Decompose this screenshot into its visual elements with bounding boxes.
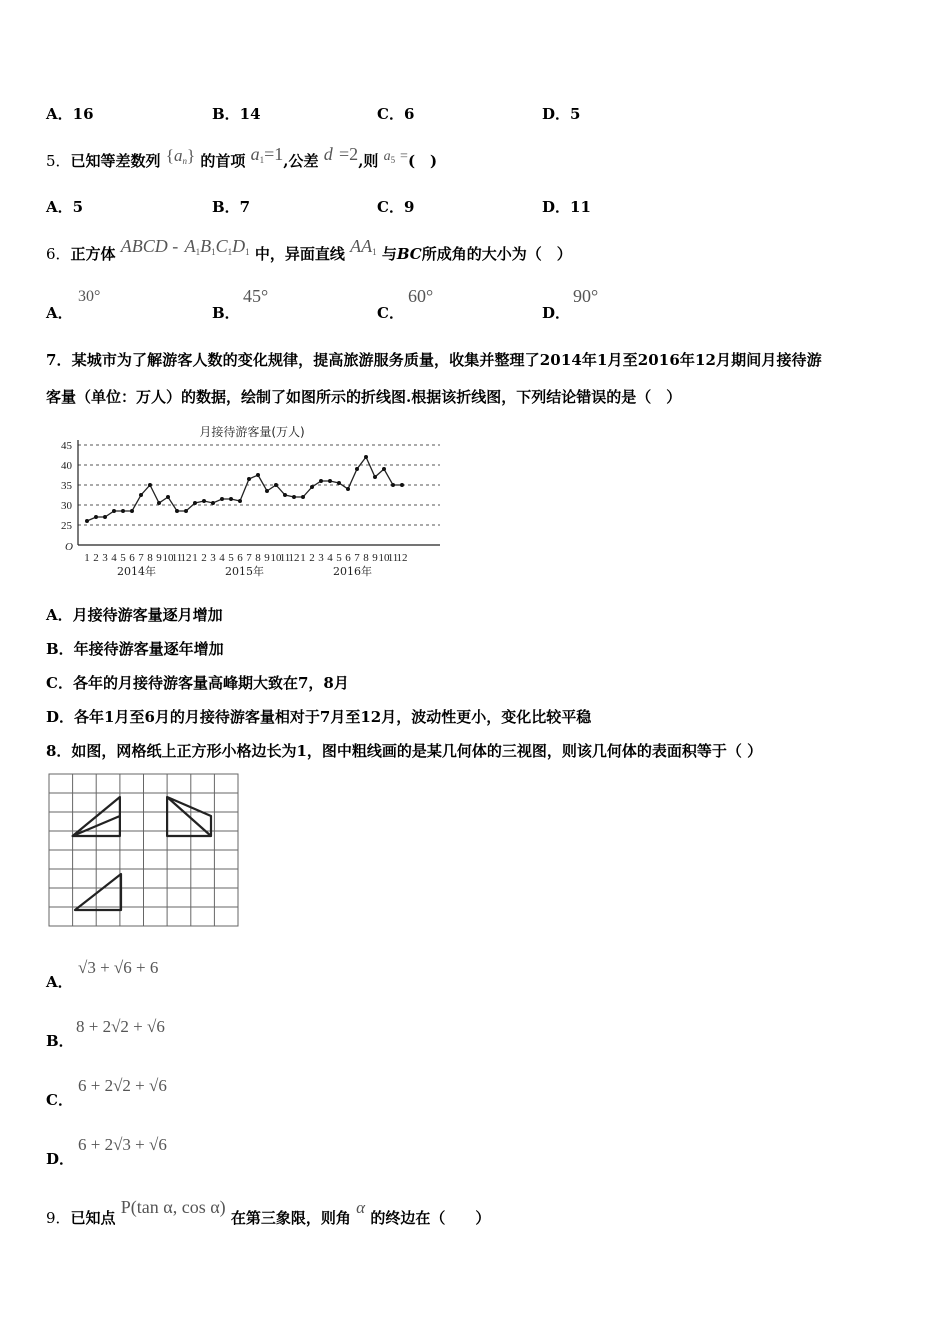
series-line xyxy=(87,457,402,521)
q5-seq-braces: $\{a_n\}$ xyxy=(165,146,196,166)
y-tick-label: 30 xyxy=(61,500,72,512)
q6-text-3: 与 xyxy=(381,245,397,263)
x-tick-label: 10 xyxy=(270,552,282,564)
data-point xyxy=(121,509,125,513)
q9-text-3: 的终边在（ ） xyxy=(370,1209,491,1227)
q5-text-2: 的首项 xyxy=(200,152,246,170)
data-point xyxy=(166,495,170,499)
q6-cube-d: D xyxy=(232,236,246,256)
q8-answer-b: 8 + 2√2 + √6 xyxy=(76,1017,165,1036)
q5-text-4: ,则 xyxy=(358,152,379,170)
q8-answer-d: 6 + 2√3 + √6 xyxy=(78,1135,167,1154)
x-tick-label: 3 xyxy=(210,552,216,564)
q8-label-c: C． xyxy=(46,1091,73,1109)
data-point xyxy=(175,509,179,513)
x-tick-label: 8 xyxy=(363,552,369,564)
x-tick-label: 7 xyxy=(354,552,360,564)
q6-line-expr xyxy=(350,236,377,257)
data-point xyxy=(247,477,251,481)
q5-a1-eq: =1 xyxy=(264,144,284,164)
data-point xyxy=(310,485,314,489)
year-label: 2014年 xyxy=(117,565,156,578)
data-point xyxy=(283,493,287,497)
x-tick-label: 7 xyxy=(138,552,144,564)
q5-a5-eq: = xyxy=(400,149,408,164)
q5-a1-sub: 1 xyxy=(259,155,265,165)
data-point xyxy=(94,515,98,519)
q4-option-a: A．16 xyxy=(46,105,94,123)
x-tick-label: 8 xyxy=(255,552,261,564)
q5-text-5: ( ) xyxy=(407,152,438,170)
y-tick-label: 25 xyxy=(61,520,72,532)
x-tick-label: 8 xyxy=(147,552,153,564)
q7-option-c: C．各年的月接待游客量高峰期大致在7，8月 xyxy=(46,674,349,692)
q5-a5-sub: 5 xyxy=(390,155,396,165)
question-6-stem xyxy=(46,236,572,264)
y-tick-label: 45 xyxy=(61,440,72,452)
q7-option-b: B．年接待游客量逐年增加 xyxy=(46,640,224,658)
q6-line-aa: AA xyxy=(350,236,373,256)
chart-title: 月接待游客量(万人) xyxy=(199,425,305,439)
data-point xyxy=(238,499,242,503)
x-tick-label: 9 xyxy=(264,552,270,564)
q7-option-a: A．月接待游客量逐月增加 xyxy=(46,606,223,624)
data-point xyxy=(202,499,206,503)
x-tick-label: 3 xyxy=(318,552,324,564)
data-point xyxy=(148,483,152,487)
y-tick-label: 40 xyxy=(61,460,72,472)
q5-option-d: D．11 xyxy=(542,198,591,216)
x-tick-label: 1 xyxy=(192,552,198,564)
x-tick-label: 11 xyxy=(171,552,183,564)
q9-number: 9． xyxy=(46,1209,71,1227)
q5-seq-a: a xyxy=(173,146,183,165)
data-point xyxy=(184,509,188,513)
data-point xyxy=(256,473,260,477)
x-tick-label: 3 xyxy=(102,552,108,564)
x-tick-label: 6 xyxy=(345,552,351,564)
data-point xyxy=(112,509,116,513)
x-tick-label: 9 xyxy=(372,552,378,564)
q5-text-1: 已知等差数列 xyxy=(70,152,161,170)
q6-number: 6． xyxy=(46,245,71,263)
question-5-stem xyxy=(46,144,438,171)
data-point xyxy=(382,467,386,471)
x-tick-label: 6 xyxy=(129,552,135,564)
q6-cube-b: B xyxy=(200,236,212,256)
q5-a1: a xyxy=(250,144,260,164)
data-point xyxy=(265,489,269,493)
q4-option-d: D．5 xyxy=(542,105,581,123)
q5-option-b: B．7 xyxy=(212,198,251,216)
q6-label-d: D． xyxy=(542,304,571,322)
x-tick-label: 12 xyxy=(288,552,300,564)
q9-text-1: 已知点 xyxy=(70,1209,116,1227)
data-point xyxy=(400,483,404,487)
data-point xyxy=(301,495,305,499)
data-point xyxy=(103,515,107,519)
x-tick-label: 1 xyxy=(300,552,306,564)
q8-three-view-figure xyxy=(46,770,242,930)
q8-answer-c: 6 + 2√2 + √6 xyxy=(78,1076,167,1095)
data-point xyxy=(130,509,134,513)
q5-d-expr xyxy=(324,144,358,165)
q5-a1-expr xyxy=(251,144,284,165)
data-point xyxy=(355,467,359,471)
x-tick-label: 5 xyxy=(120,552,126,564)
q5-a5-expr xyxy=(384,148,408,164)
data-point xyxy=(337,481,341,485)
data-point xyxy=(292,495,296,499)
q6-cube-b-sub: 1 xyxy=(211,247,216,257)
q6-label-a: A． xyxy=(46,304,73,322)
data-point xyxy=(328,479,332,483)
data-point xyxy=(319,479,323,483)
x-tick-label: 4 xyxy=(219,552,225,564)
q5-a5: a xyxy=(383,149,391,164)
x-tick-label: 11 xyxy=(279,552,291,564)
q6-line-sub: 1 xyxy=(372,247,377,257)
x-tick-label: 2 xyxy=(201,552,207,564)
year-label: 2016年 xyxy=(333,565,372,578)
x-tick-label: 9 xyxy=(156,552,162,564)
q5-number: 5． xyxy=(46,152,71,170)
q9-alpha: α xyxy=(356,1198,366,1217)
data-point xyxy=(157,501,161,505)
q6-text-1: 正方体 xyxy=(70,245,116,263)
q9-point: P(tan α, cos α) xyxy=(120,1197,226,1217)
q6-label-c: C． xyxy=(377,304,404,322)
x-tick-label: 10 xyxy=(378,552,390,564)
question-9-stem xyxy=(46,1197,491,1228)
q7-option-d: D．各年1月至6月的月接待游客量相对于7月至12月，波动性更小，变化比较平稳 xyxy=(46,708,592,726)
data-point xyxy=(193,501,197,505)
x-tick-label: 2 xyxy=(309,552,315,564)
q9-text-2: 在第三象限，则角 xyxy=(230,1209,351,1227)
q8-label-d: D． xyxy=(46,1150,75,1168)
q6-cube-d-sub: 1 xyxy=(245,247,250,257)
q6-cube-expr xyxy=(121,236,250,257)
q7-stem-line1: 7．某城市为了解游客人数的变化规律，提高旅游服务质量，收集并整理了2014年1月至2016年12月期间月接待游 xyxy=(46,351,822,369)
q8-stem: 8．如图，网格纸上正方形小格边长为1，图中粗线画的是某几何体的三视图，则该几何体的表面积等于（ ） xyxy=(46,742,763,760)
data-point xyxy=(85,519,89,523)
data-point xyxy=(274,483,278,487)
y-tick-label: 35 xyxy=(61,480,72,492)
q5-d-eq: =2 xyxy=(339,144,359,164)
x-tick-label: 6 xyxy=(237,552,243,564)
q5-option-a: A．5 xyxy=(46,198,84,216)
q6-text-4: 所成角的大小为（ ） xyxy=(421,245,572,263)
q6-angle-a: 30° xyxy=(78,288,101,305)
x-tick-label: 4 xyxy=(111,552,117,564)
q6-cube-c-sub: 1 xyxy=(227,247,233,257)
q6-angle-c: 60° xyxy=(408,286,434,306)
x-tick-label: 10 xyxy=(162,552,174,564)
q7-line-chart xyxy=(52,420,452,578)
q6-bc: BC xyxy=(396,245,422,263)
x-tick-label: 4 xyxy=(327,552,333,564)
year-label: 2015年 xyxy=(225,565,264,578)
q8-answer-a: √3 + √6 + 6 xyxy=(78,958,159,977)
q4-option-c: C．6 xyxy=(377,105,415,123)
q8-label-a: A． xyxy=(46,973,73,991)
data-point xyxy=(220,497,224,501)
x-tick-label: 11 xyxy=(387,552,399,564)
x-tick-label: 7 xyxy=(246,552,252,564)
q6-cube-abcd: ABCD - xyxy=(120,236,179,256)
x-tick-label: 1 xyxy=(84,552,90,564)
q8-grid xyxy=(49,774,238,926)
q5-text-3: ,公差 xyxy=(283,152,319,170)
q8-side-view xyxy=(167,797,211,836)
q7-stem-line2: 客量（单位：万人）的数据，绘制了如图所示的折线图.根据该折线图，下列结论错误的是（ ） xyxy=(46,388,682,406)
x-tick-label: 5 xyxy=(336,552,342,564)
data-point xyxy=(391,483,395,487)
q6-cube-c: C xyxy=(215,236,228,256)
q8-top-view xyxy=(75,874,121,910)
x-tick-label: 12 xyxy=(396,552,408,564)
q5-seq-sub: n xyxy=(182,156,187,166)
x-tick-label: 12 xyxy=(180,552,192,564)
data-point xyxy=(229,497,233,501)
x-tick-label: 5 xyxy=(228,552,234,564)
q4-option-b: B．14 xyxy=(212,105,261,123)
data-point xyxy=(364,455,368,459)
q5-option-c: C．9 xyxy=(377,198,415,216)
origin-label: O xyxy=(65,541,73,553)
q6-angle-d: 90° xyxy=(573,286,599,306)
q6-cube-a-sub: 1 xyxy=(195,247,201,257)
q6-label-b: B． xyxy=(212,304,240,322)
q6-text-2: 中，异面直线 xyxy=(254,245,345,263)
q6-cube-a: A xyxy=(184,236,196,256)
data-point xyxy=(346,487,350,491)
q8-label-b: B． xyxy=(46,1032,74,1050)
data-point xyxy=(211,501,215,505)
x-tick-label: 2 xyxy=(93,552,99,564)
data-point xyxy=(373,475,377,479)
data-point xyxy=(139,493,143,497)
q5-d: d xyxy=(323,144,333,164)
q6-angle-b: 45° xyxy=(243,286,269,306)
